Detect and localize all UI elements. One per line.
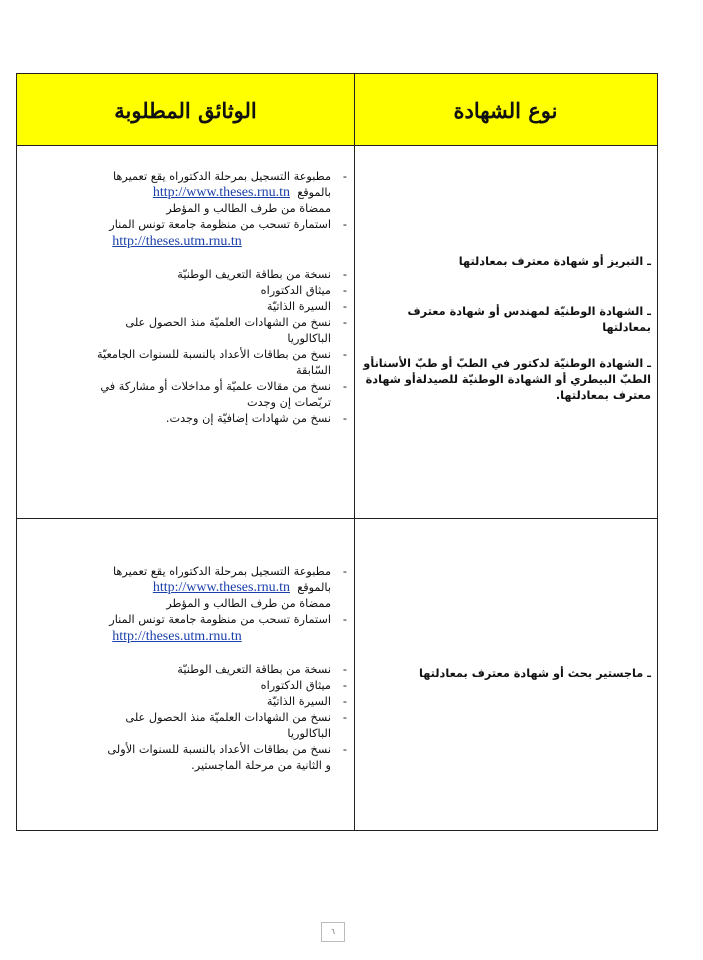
text-line: أو شهادة معترف بمعادلتها. xyxy=(365,373,651,402)
list-item xyxy=(23,694,347,710)
doc-line: - استمارة تسحب من منظومة جامعة تونس المنار xyxy=(109,218,331,231)
text-line: - نسخ من الشهادات العلميّة منذ الحصول على xyxy=(125,711,331,724)
doc-item-registration-form xyxy=(23,564,347,612)
text-line: تربّصات إن وجدت xyxy=(246,396,331,409)
text-line: ـ الشهادة الوطنيّة لدكتور في الطبّ أو طبّ الأسنان xyxy=(374,357,651,370)
text-line: - نسخة من بطاقة التعريف الوطنيّة xyxy=(177,268,331,281)
list-item xyxy=(23,347,347,379)
doc-line: - استمارة تسحب من منظومة جامعة تونس المنار xyxy=(109,613,331,626)
header-certificate-type: نوع الشهادة xyxy=(453,97,558,123)
text-line: - ميثاق الدكتوراه xyxy=(260,284,331,297)
text-line: - نسخ من بطاقات الأعداد بالنسبة للسنوات الأولى xyxy=(107,743,331,756)
text-line: - السيرة الذاتيّة xyxy=(266,300,331,313)
doc-item-application xyxy=(23,612,347,645)
doc-line xyxy=(23,580,331,596)
certificate-entry xyxy=(359,254,651,270)
text-line: السّابقة xyxy=(295,364,331,377)
text-line: - نسخ من بطاقات الأعداد بالنسبة للسنوات الجامعيّة xyxy=(96,348,331,361)
text-line: الباكالوريا xyxy=(287,727,331,740)
certificate-entry xyxy=(359,304,651,336)
text-line: ـ التبريز أو شهادة معترف بمعادلتها xyxy=(458,255,651,268)
row2-document-list xyxy=(23,662,347,774)
theses-utm-link[interactable]: http://theses.utm.rnu.tn xyxy=(112,234,242,249)
row1-certificates xyxy=(359,74,651,518)
doc-line: - مطبوعة التسجيل بمرحلة الدكتوراه يقع تعميرها xyxy=(112,565,331,578)
row2-documents xyxy=(23,564,347,774)
text-line: - نسخ من مقالات علميّة أو مداخلات أو مشاركة في xyxy=(100,380,331,393)
list-item xyxy=(23,710,347,742)
text-line: - السيرة الذاتيّة xyxy=(266,695,331,708)
spacer xyxy=(23,250,347,267)
list-item xyxy=(23,662,347,678)
doc-line: ممضاة من طرف الطالب و المؤطر xyxy=(166,202,331,215)
list-item xyxy=(23,411,347,427)
list-item xyxy=(23,299,347,315)
list-item xyxy=(23,283,347,299)
list-item xyxy=(23,315,347,347)
text-line: ـ الشهادة الوطنيّة لمهندس أو شهادة معترف بمعادلتها xyxy=(407,305,651,334)
list-item xyxy=(23,379,347,411)
doc-line: ممضاة من طرف الطالب و المؤطر xyxy=(166,597,331,610)
list-item xyxy=(23,678,347,694)
list-item xyxy=(23,267,347,283)
doc-line-prefix: بالموقع xyxy=(297,186,331,199)
text-line: - ميثاق الدكتوراه xyxy=(260,679,331,692)
theses-rnu-link[interactable]: http://www.theses.rnu.tn xyxy=(152,580,290,595)
theses-rnu-link[interactable]: http://www.theses.rnu.tn xyxy=(152,185,290,200)
text-line: - نسخة من بطاقة التعريف الوطنيّة xyxy=(177,663,331,676)
text-line: أو الطبّ البيطري أو الشهادة الوطنيّة للصيدلة xyxy=(363,357,651,386)
text-line: ـ ماجستير بحث أو شهادة معترف بمعادلتها xyxy=(418,667,651,680)
text-line: - نسخ من شهادات إضافيّة إن وجدت. xyxy=(165,412,331,425)
certificate-entry xyxy=(359,666,651,682)
text-line: الباكالوريا xyxy=(287,332,331,345)
text-line: و الثانية من مرحلة الماجستير. xyxy=(191,759,331,772)
doc-line xyxy=(23,185,331,201)
certificate-entry xyxy=(359,356,651,404)
row1-documents xyxy=(23,169,347,427)
row1-document-list xyxy=(23,267,347,427)
row-divider xyxy=(17,518,657,519)
doc-line: - مطبوعة التسجيل بمرحلة الدكتوراه يقع تعميرها xyxy=(112,170,331,183)
spacer xyxy=(23,645,347,662)
text-line: - نسخ من الشهادات العلميّة منذ الحصول على xyxy=(125,316,331,329)
list-item xyxy=(23,742,347,774)
header-documents: الوثائق المطلوبة xyxy=(114,97,257,123)
page-number: ٦ xyxy=(321,922,345,942)
doc-item-registration-form xyxy=(23,169,347,217)
column-divider xyxy=(354,74,355,830)
theses-utm-link[interactable]: http://theses.utm.rnu.tn xyxy=(112,629,242,644)
doc-item-application xyxy=(23,217,347,250)
doc-line-prefix: بالموقع xyxy=(297,581,331,594)
requirements-table xyxy=(16,73,658,831)
